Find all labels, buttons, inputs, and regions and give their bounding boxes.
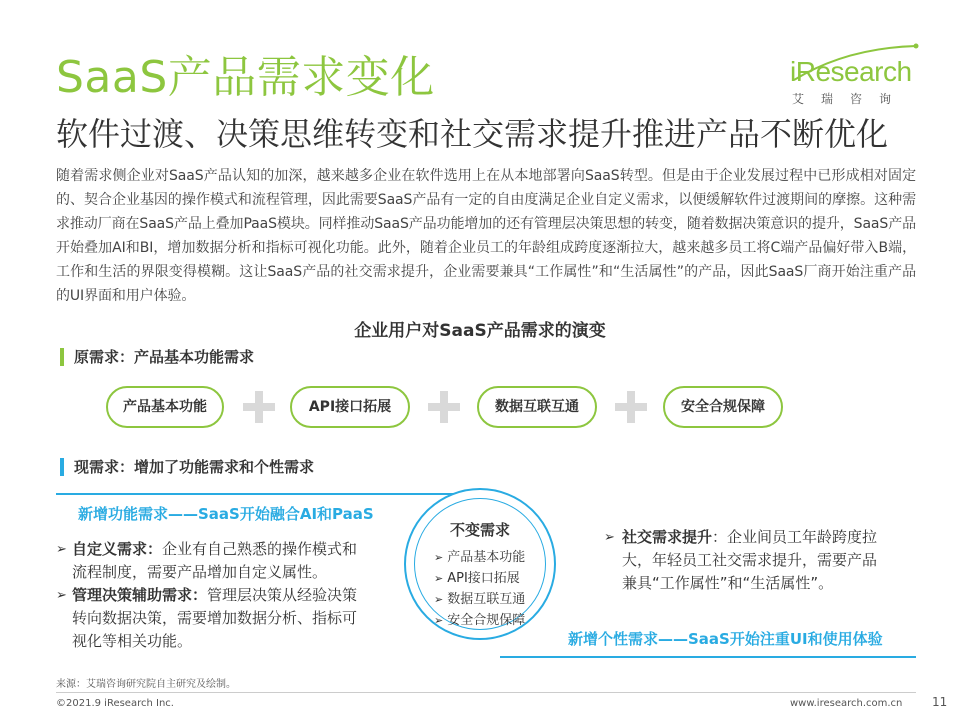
bullet-key: 社交需求提升 (622, 528, 713, 546)
bullet-text: 管理层决策从经验决策 (207, 586, 358, 604)
new-needs-label: 现需求：增加了功能需求和个性需求 (60, 457, 314, 477)
chevron-right-icon: ➢ (604, 530, 615, 545)
page-subtitle: 软件过渡、决策思维转变和社交需求提升推进产品不断优化 (56, 115, 889, 153)
constant-item (434, 567, 520, 586)
bullet-text: 企业有自己熟悉的操作模式和 (162, 540, 358, 558)
logo-subtext: 艾瑞咨询 (792, 92, 909, 106)
bullet-social-need (604, 526, 904, 595)
bullet-text: 兼具“工作属性”和“生活属性”。 (622, 574, 834, 592)
pill-security-compliance: 安全合规保障 (663, 386, 783, 428)
chevron-right-icon: ➢ (56, 588, 67, 603)
constant-item-label: API接口拓展 (447, 571, 520, 586)
plus-icon (243, 391, 275, 423)
bullet-key: 管理决策辅助需求： (72, 586, 208, 604)
bullet-custom-need (56, 538, 401, 584)
bullet-key: 自定义需求： (72, 540, 163, 558)
chevron-right-icon: ➢ (434, 551, 444, 564)
constant-item (434, 609, 525, 628)
constant-item-label: 产品基本功能 (447, 550, 526, 565)
footer-divider (56, 692, 916, 693)
chevron-right-icon: ➢ (434, 614, 444, 627)
bullet-text: 流程制度，需要产品增加自定义属性。 (72, 563, 328, 581)
personal-needs-heading: 新增个性需求——SaaS开始注重UI和使用体验 (568, 630, 883, 648)
old-needs-label: 原需求：产品基本功能需求 (60, 347, 254, 367)
bullet-text: 大，年轻员工社交需求提升，需要产品 (622, 551, 878, 569)
pill-data-interconnect: 数据互联互通 (477, 386, 597, 428)
constant-item-label: 安全合规保障 (447, 613, 526, 628)
function-top-line (56, 493, 456, 495)
chevron-right-icon: ➢ (434, 572, 444, 585)
constant-item (434, 546, 525, 565)
pill-api-extension: API接口拓展 (290, 386, 410, 428)
website-link[interactable]: www.iresearch.com.cn (790, 698, 903, 709)
diagram-title: 企业用户对SaaS产品需求的演变 (354, 321, 606, 341)
function-needs-heading: 新增功能需求——SaaS开始融合AI和PaaS (78, 505, 374, 523)
bullet-text: ：企业间员工年龄跨度拉 (712, 528, 878, 546)
copyright: ©2021.9 iResearch Inc. (56, 698, 174, 709)
constant-item (434, 588, 525, 607)
constant-item-label: 数据互联互通 (447, 592, 526, 607)
constant-needs-title: 不变需求 (449, 521, 510, 539)
page-title: SaaS产品需求变化 (56, 52, 435, 103)
logo-text: iResearch (790, 56, 912, 87)
plus-icon (428, 391, 460, 423)
iresearch-logo (786, 42, 926, 112)
source-note: 来源：艾瑞咨询研究院自主研究及绘制。 (56, 679, 236, 690)
chevron-right-icon: ➢ (56, 542, 67, 557)
personal-bottom-line (500, 656, 916, 658)
chevron-right-icon: ➢ (434, 593, 444, 606)
page-number: 11 (932, 695, 948, 709)
intro-paragraph: 随着需求侧企业对SaaS产品认知的加深，越来越多企业在软件选用上在从本地部署向SaaS转型。但是由于企业发展过程中已形成相对固定的、契合企业基因的操作模式和流程管理，因此需要SaaS产品有一定的自由度满足企业自定义需求，以便缓解软件过渡期间的摩擦。这种需求推动厂商在SaaS产品上叠加PaaS模块。同样推动SaaS产品功能增加的还有管理层决策思想的转变，随着数据决策意识的提升，SaaS产品开始叠加AI和BI，增加数据分析和指标可视化功能。此外，随着企业员工的年龄组成跨度逐渐拉大，越来越多员工将C端产品偏好带入B端，工作和生活的界限变得模糊。这让SaaS产品的社交需求提升，企业需要兼具“工作属性”和“生活属性”的产品，因此SaaS厂商开始注重产品的UI界面和用户体验。 (56, 168, 916, 304)
bullet-text: 转向数据决策，需要增加数据分析、指标可 (72, 609, 358, 627)
bullet-decision-need (56, 584, 401, 653)
bullet-text: 视化等相关功能。 (72, 632, 193, 650)
plus-icon (615, 391, 647, 423)
pill-basic-function: 产品基本功能 (106, 386, 224, 428)
